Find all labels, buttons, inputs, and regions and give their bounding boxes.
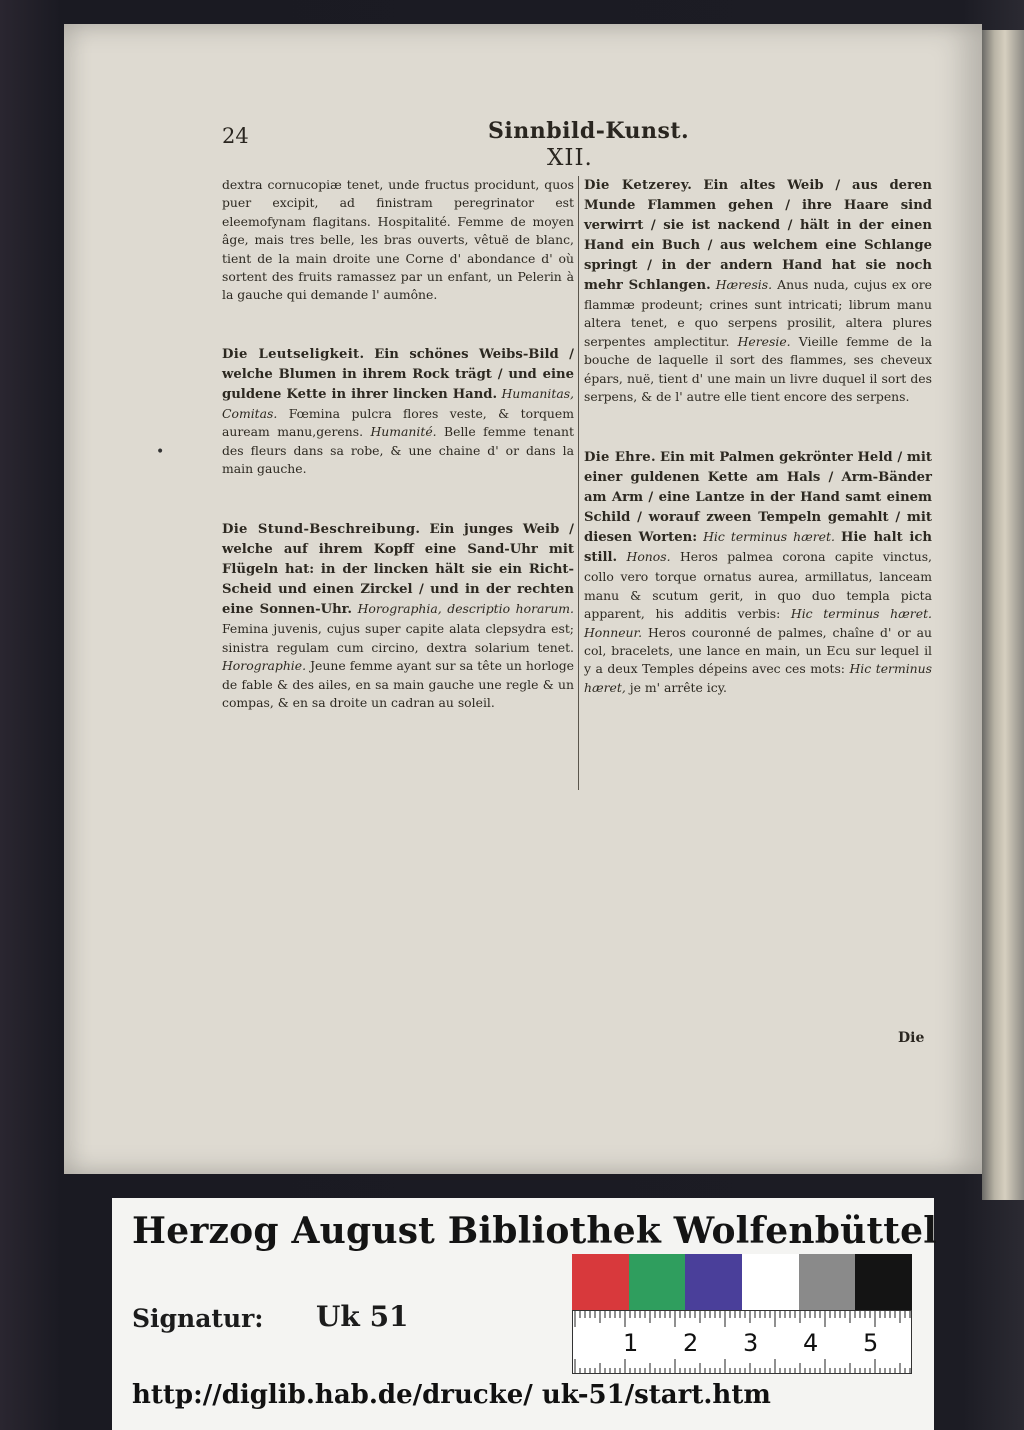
column-divider [578, 176, 579, 790]
entry-heading: Die Leutseligkeit. [222, 346, 365, 362]
entry-french-title: Horographie. [222, 658, 307, 674]
ruler-number: 1 [623, 1329, 639, 1357]
entry-leutseligkeit [222, 345, 574, 479]
scale-ruler [572, 1310, 912, 1374]
swatch-gray [799, 1254, 856, 1310]
entry-french-title: Honneur. [584, 624, 643, 640]
entry-french: Belle femme tenant des fleurs dans sa robe, & une chaine d' or dans la main gauche. [222, 424, 574, 477]
entry-heading: Die Stund-Beschreibung. [222, 522, 421, 538]
entry-heading: Die Ehre. [584, 450, 656, 466]
running-head: Sinnbild-Kunst. [488, 118, 690, 144]
left-column [222, 176, 574, 755]
page-number: 24 [222, 124, 249, 148]
entry-latin-title: Humanitas, Comitas. [222, 385, 574, 421]
entry-ketzerey [584, 176, 932, 406]
right-column [584, 176, 932, 739]
swatch-green [629, 1254, 686, 1310]
entry-latin: Femina juvenis, cujus super capite alata clepsydra est; sinistra regulam cum circino, dextra solarium tenet. [222, 621, 574, 655]
entry-french-title: Heresie. [737, 333, 791, 349]
entry-german: Ein schönes Weibs-Bild / welche Blumen in ihrem Rock trägt / und eine guldene Kette in ihrer lincken Hand. [222, 346, 574, 402]
section-number: XII. [547, 145, 593, 171]
lead-paragraph: dextra cornucopiæ tenet, unde fructus procidunt, quos puer excipit, ad finistram peregrinator est eleemofynam flagitans. Hospitalité. Femme de moyen âge, mais tres belle, les bras ouverts, vêtuë de blanc, tient de la main droite une Corne d' abondance d' où sortent des fruits ramassez par un enfant, un Pelerin à la gauche qui demande l' aumône. [222, 177, 574, 303]
signatur-value: Uk 51 [316, 1300, 409, 1333]
entry-motto: Hic terminus hæret. [703, 529, 835, 545]
entry-latin-title: Hæresis. [715, 277, 773, 292]
ruler-number: 2 [683, 1329, 699, 1357]
entry-latin-title: Honos. [626, 549, 671, 565]
library-label [112, 1198, 938, 1430]
swatch-black [855, 1254, 912, 1310]
entry-french: Heros couronné de palmes, chaîne d' or au col, bracelets, une lance en main, un Ecu sur lequel il y a deux Temples dépeins avec ces mots: [584, 624, 932, 677]
entry-german: Ein altes Weib / aus deren Munde Flammen gehen / ihre Haare sind verwirrt / sie ist nackend / hält in der einen Hand ein Buch / aus welchem eine Schlange springt / in der andern Hand hat sie noch mehr Schlangen. [584, 178, 932, 293]
entry-german-2: Hie halt ich still. [584, 530, 932, 566]
color-calibration-strip [572, 1254, 912, 1310]
entry-french: Jeune femme ayant sur sa tête un horloge de fable & des ailes, en sa main gauche une regle & un compas, & en sa droite un cadran au soleil. [222, 658, 574, 711]
catchword: Die [898, 1030, 925, 1046]
entry-german: Ein junges Weib / welche auf ihrem Kopff eine Sand-Uhr mit Flügeln hat: in der lincken hält sie ein Richt-Scheid und einen Zirckel / und in der rechten eine Sonnen-Uhr. [222, 522, 575, 618]
entry-stund-beschreibung [222, 520, 574, 712]
ruler-number: 4 [803, 1329, 819, 1357]
swatch-white [742, 1254, 799, 1310]
entry-latin: Anus nuda, cujus ex ore flammæ prodeunt; crines sunt intricati; librum manu altera tenet, e quo serpens prosilit, altera plures serpentes amplectitur. [584, 277, 932, 349]
margin-mark: • [156, 444, 165, 460]
entry-latin-title: Horographia, descriptio horarum. [357, 601, 574, 617]
entry-latin-motto: Hic terminus hæret. [790, 606, 932, 622]
entry-latin: Heros palmea corona capite vinctus, collo vero torque ornatus aurea, armillatus, lanceam manu & scutum gerit, in quo duo templa picta apparent, his additis verbis: [584, 549, 932, 622]
ruler-number: 5 [863, 1329, 879, 1357]
ruler-number: 3 [743, 1329, 759, 1357]
entry-german: Ein mit Palmen gekrönter Held / mit einer guldenen Kette am Hals / Arm-Bänder am Arm / eine Lantze in der Hand samt einem Schild / worauf zween Tempeln gemahlt / mit diesen Worten: [584, 450, 932, 546]
entry-heading: Die Ketzerey. [584, 178, 693, 193]
signatur-label: Signatur: [132, 1304, 264, 1333]
entry-french: Vieille femme de la bouche de laquelle il sort des flammes, ses cheveux épars, nuë, tient d' une main un livre duquel il sort des serpens, & de l' autre elle tient encore des serpens. [584, 333, 932, 405]
entry-ehre [584, 448, 932, 697]
book-edge [982, 30, 1024, 1200]
swatch-blue [685, 1254, 742, 1310]
entry-french-motto: Hic terminus hæret, [584, 661, 932, 695]
entry-french-title: Humanité. [370, 424, 437, 440]
library-url: http://diglib.hab.de/drucke/ uk-51/start.htm [132, 1380, 771, 1410]
entry-french-end: je m' arrête icy. [629, 679, 727, 695]
entry-latin: Fœmina pulcra flores veste, & torquem auream manu,gerens. [222, 405, 574, 440]
library-name: Herzog August Bibliothek Wolfenbüttel [132, 1210, 938, 1252]
swatch-red [572, 1254, 629, 1310]
